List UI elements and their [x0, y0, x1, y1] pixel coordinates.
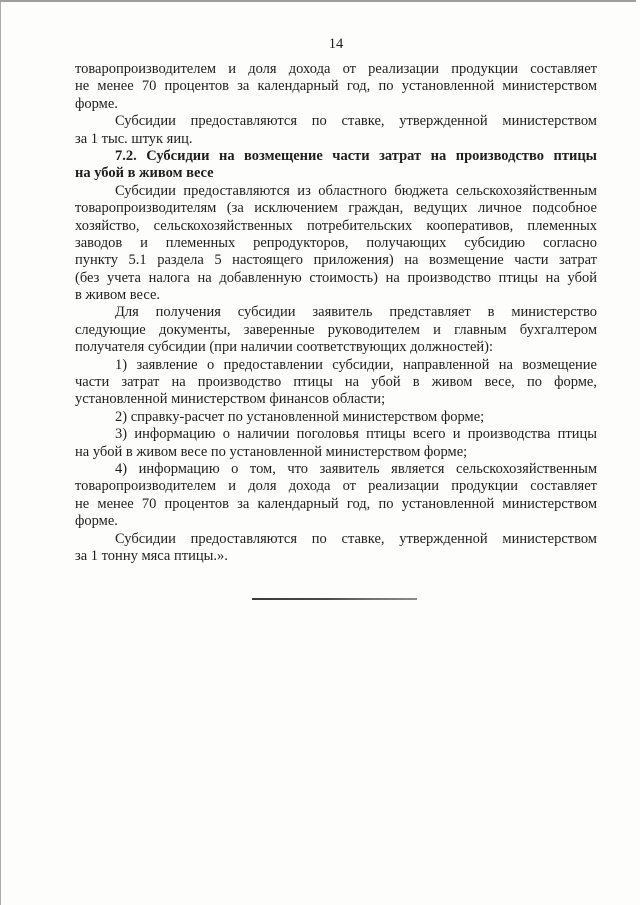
text-line: (без учета налога на добавленную стоимость) на производство птицы на убой [75, 269, 597, 286]
paragraph [75, 183, 597, 305]
text-line: за 1 тыс. штук яиц. [75, 130, 193, 147]
paragraph [75, 357, 597, 409]
text-block [75, 61, 597, 565]
text-line: пункту 5.1 раздела 5 настоящего приложения) на возмещение части затрат [75, 252, 597, 269]
text-line: Субсидии предоставляются по ставке, утвержденной министерством [115, 113, 597, 130]
text-line: хозяйство, сельскохозяйственных потребительских кооперативов, племенных [75, 217, 597, 234]
text-line: за 1 тонну мяса птицы.». [75, 547, 228, 564]
text-line: 2) справку-расчет по установленной министерством форме; [115, 408, 485, 425]
text-line: в живом весе. [75, 287, 161, 304]
text-line: 4) информацию о том, что заявитель является сельскохозяйственным [115, 460, 597, 477]
text-line: следующие документы, заверенные руководителем и главным бухгалтером [75, 321, 597, 338]
scan-top-edge-line [0, 0, 636, 2]
text-line: 1) заявление о предоставлении субсидии, направленной на возмещение [115, 356, 597, 373]
text-line: не менее 70 процентов за календарный год, по установленной министерством [75, 495, 597, 512]
text-line: не менее 70 процентов за календарный год, по установленной министерством [75, 78, 597, 95]
text-line: товаропроизводителем и доля дохода от реализации продукции составляет [75, 478, 597, 495]
paragraph [75, 461, 597, 531]
text-line: Субсидии предоставляются из областного бюджета сельскохозяйственным [115, 182, 597, 199]
text-line: на убой в живом весе [75, 165, 214, 182]
separator-line [252, 598, 417, 600]
text-line: получателя субсидии (при наличии соответствующих должностей): [75, 339, 494, 356]
text-line: товаропроизводителем и доля дохода от реализации продукции составляет [75, 61, 597, 77]
paragraph [75, 426, 597, 461]
text-line: части затрат на производство птицы на убой в живом весе, по форме, [75, 374, 597, 391]
page-number: 14 [328, 36, 344, 52]
text-line: 3) информацию о наличии поголовья птицы всего и производства птицы [115, 426, 597, 443]
scan-left-edge-line [0, 2, 1, 905]
text-line: установленной министерством финансов области; [75, 391, 386, 408]
paragraph [75, 113, 597, 148]
text-line: на убой в живом весе по установленной министерством форме; [75, 443, 468, 460]
text-line: 7.2. Субсидии на возмещение части затрат на производство птицы [115, 147, 597, 164]
paragraph [75, 304, 597, 356]
paragraph [75, 409, 597, 426]
section-heading [75, 148, 597, 183]
text-line: товаропроизводителям (за исключением граждан, ведущих личное подсобное [75, 200, 597, 217]
text-line: Для получения субсидии заявитель представляет в министерство [115, 304, 597, 321]
paragraph [75, 61, 597, 113]
paragraph [75, 531, 597, 566]
text-line: Субсидии предоставляются по ставке, утвержденной министерством [115, 530, 597, 547]
text-line: форме. [75, 95, 118, 112]
text-line: заводов и племенных репродукторов, получающих субсидию согласно [75, 234, 597, 251]
text-line: форме. [75, 513, 118, 530]
